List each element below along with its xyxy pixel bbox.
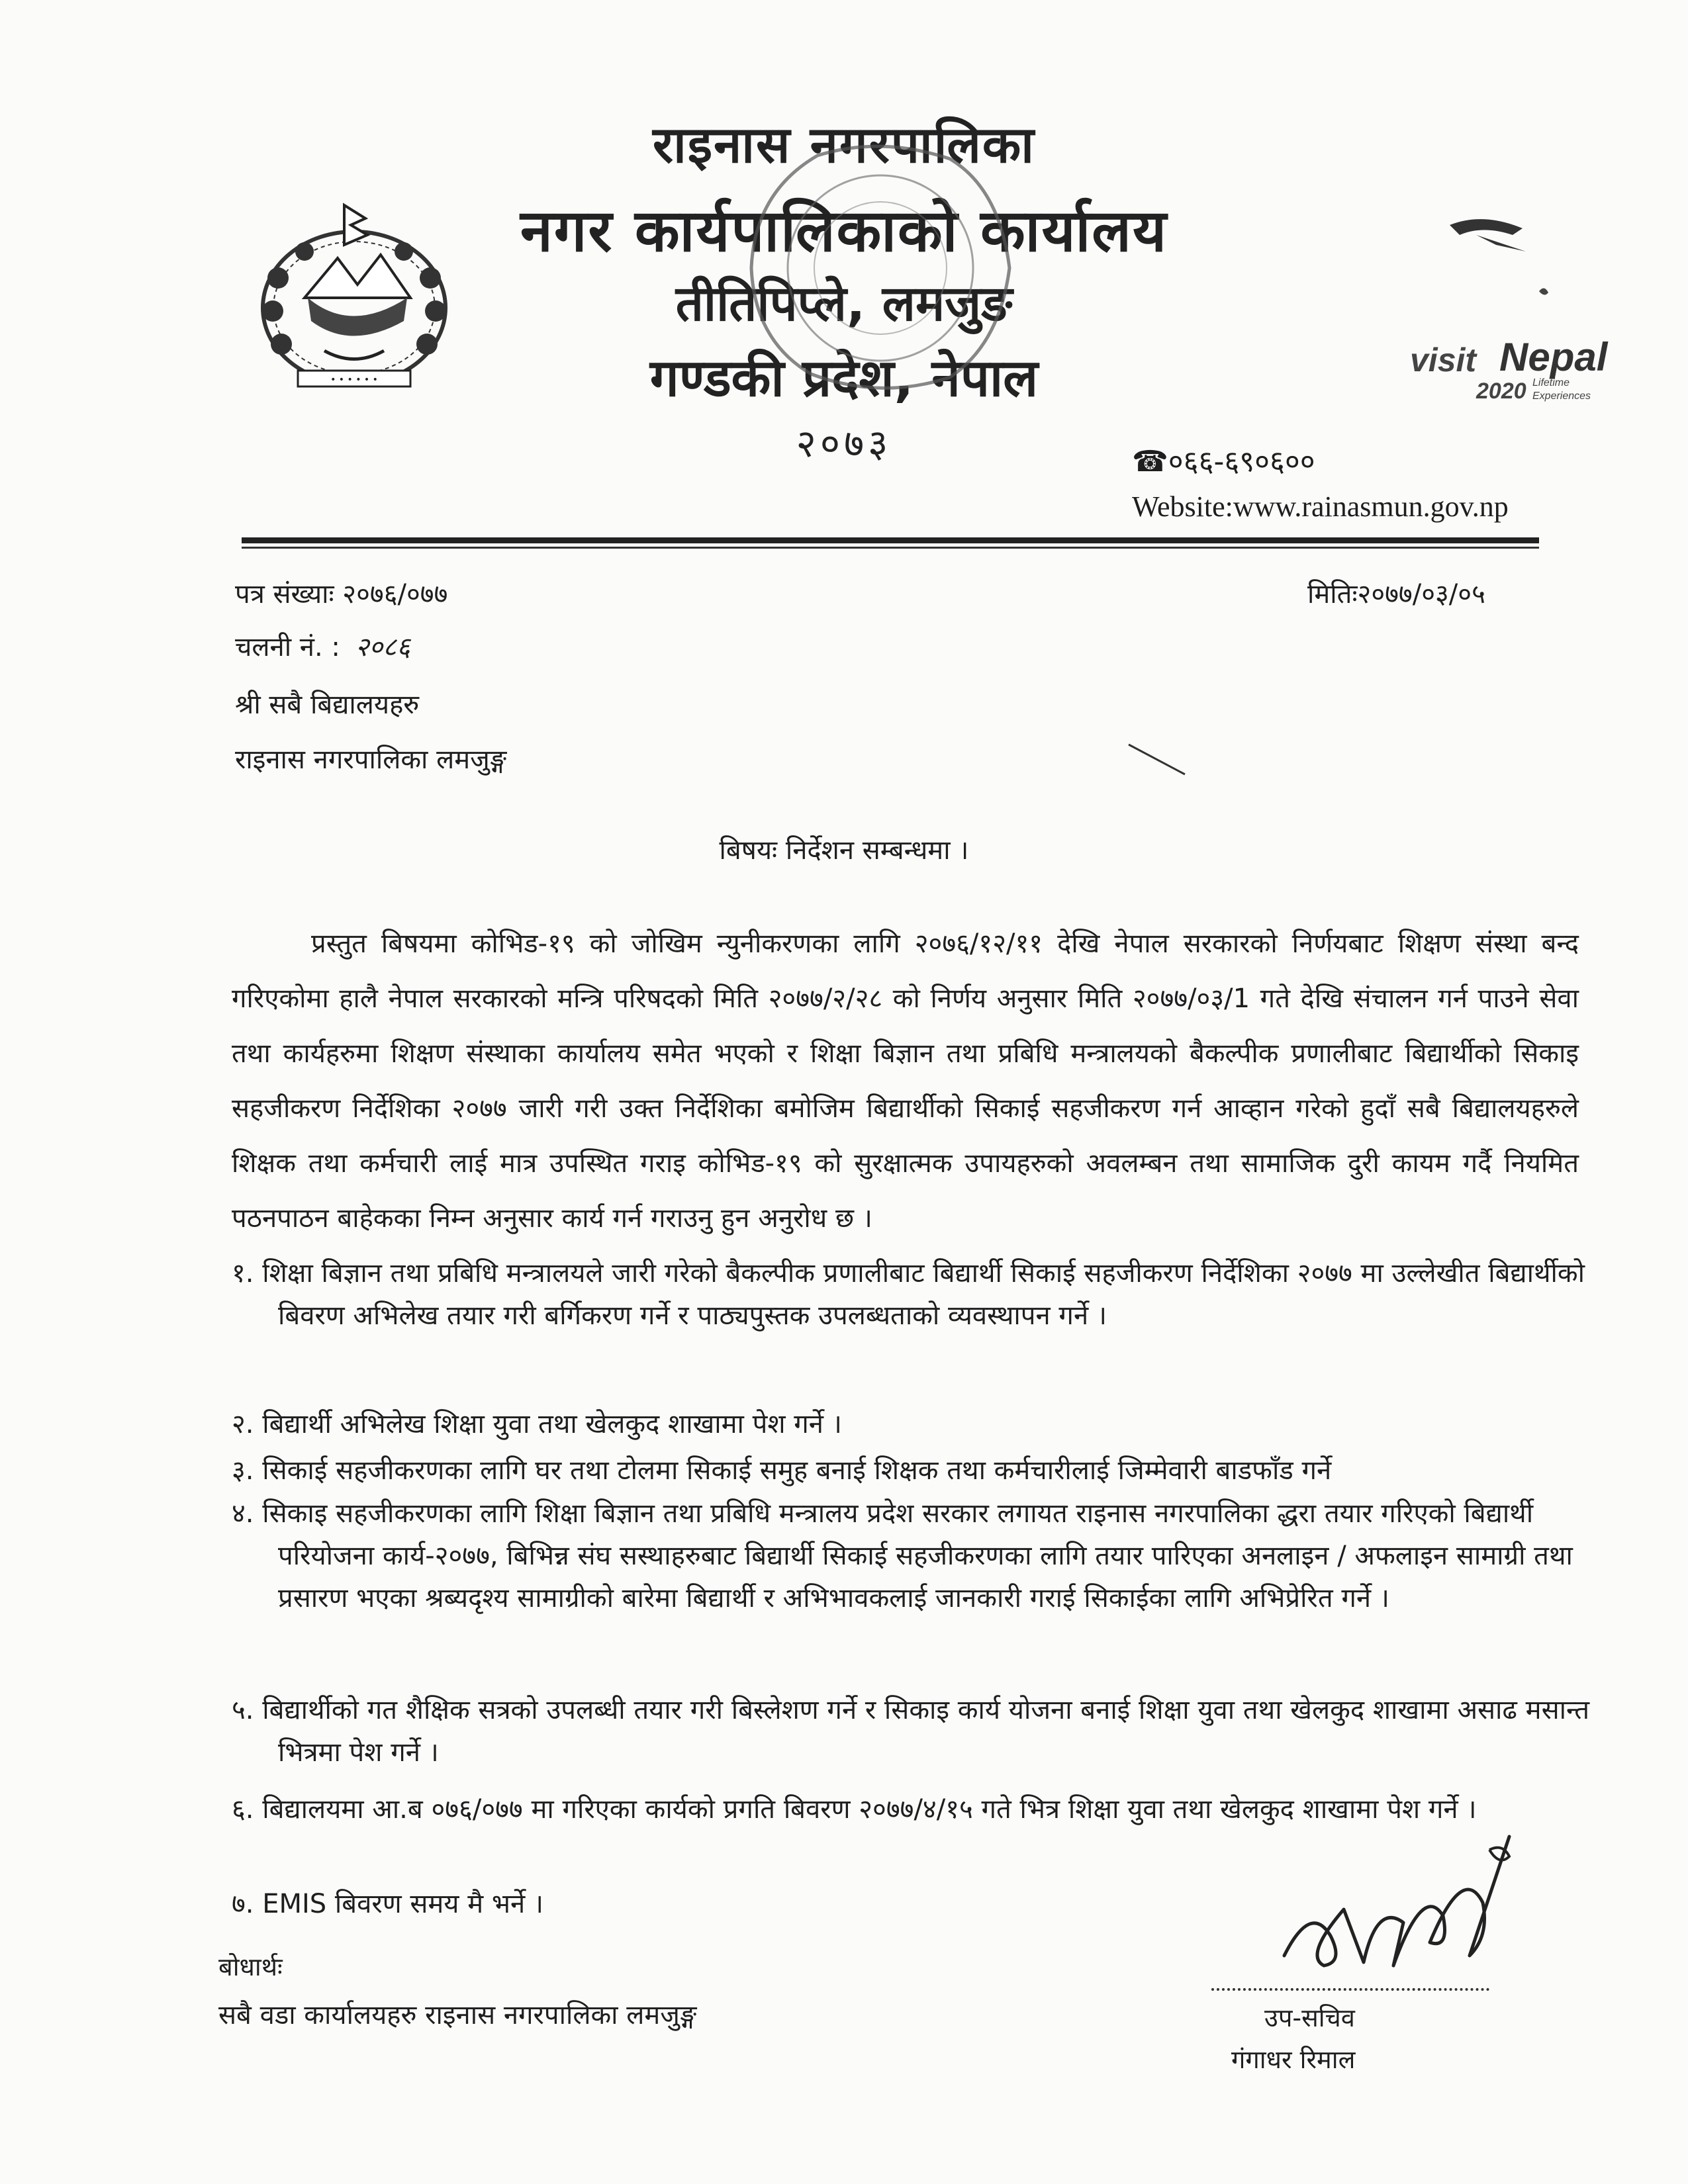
- instruction-item-7: ७. EMIS बिवरण समय मै भर्ने ।: [232, 1889, 544, 1919]
- pen-mark-icon: [1125, 741, 1192, 781]
- addressee-line-2: राइनास नगरपालिका लमजुङ्ग: [235, 745, 507, 775]
- province-country-line: गण्डकी प्रदेश, नेपाल: [649, 349, 1039, 408]
- dispatch-label: चलनी नं. :: [235, 632, 340, 662]
- signatory-name: गंगाधर रिमाल: [1231, 2045, 1356, 2074]
- year-text: 2020: [1476, 379, 1526, 404]
- signature-icon: [1271, 1823, 1549, 1982]
- website-url: Website:www.rainasmun.gov.np: [1132, 490, 1509, 523]
- nepal-text: Nepal: [1499, 335, 1608, 379]
- tagline-line-1: Lifetime: [1532, 377, 1570, 388]
- cc-recipients: सबै वडा कार्यालयहरु राइनास नगरपालिका लमजुङ्ग: [218, 2000, 697, 2030]
- visit-nepal-2020-logo: [1397, 199, 1609, 417]
- header-divider-thick: [242, 537, 1539, 543]
- letter-subject: बिषयः निर्देशन सम्बन्धमा ।: [719, 835, 969, 866]
- instruction-item-2: २. बिद्यार्थी अभिलेख शिक्षा युवा तथा खेलकुद शाखामा पेश गर्ने ।: [232, 1409, 842, 1439]
- letter-date: मितिः२०७७/०३/०५: [1307, 579, 1485, 610]
- established-year: २०७३: [796, 421, 892, 466]
- instruction-item-5: ५. बिद्यार्थीको गत शैक्षिक सत्रको उपलब्धी तयार गरी बिस्लेशण गर्ने र सिकाइ कार्य योजना बनाई शिक्षा युवा तथा खेलकुद शाखामा असाढ मसान्त भित्रमा पेश गर्ने ।: [232, 1695, 1590, 1768]
- office-name-line-1: राइनास नगरपालिका: [653, 115, 1035, 174]
- office-address-line: तीतिपिप्ले, लमजुङ: [675, 275, 1013, 332]
- signatory-title: उप-सचिव: [1264, 2003, 1355, 2032]
- svg-text:• • • • • •: • • • • • •: [330, 375, 378, 385]
- dispatch-value: २०८६: [355, 632, 410, 662]
- instruction-item-1: १. शिक्षा बिज्ञान तथा प्रबिधि मन्त्रालयले जारी गरेको बैकल्पीक प्रणालीबाट बिद्यार्थी सिकाई सहजीकरण निर्देशिका २०७७ मा उल्लेखीत बिद्यार्थीको बिवरण अभिलेख तयार गरी बर्गिकरण गर्ने र पाठ्यपुस्तक उपलब्धताको व्यवस्थापन गर्ने ।: [232, 1258, 1585, 1331]
- visit-text: visit: [1410, 341, 1477, 379]
- signature-line: [1211, 1988, 1489, 1991]
- dispatch-number: [235, 627, 410, 664]
- office-stamp-icon: [738, 136, 1023, 400]
- tagline-line-2: Experiences: [1532, 390, 1591, 402]
- cc-label: बोधार्थः: [218, 1952, 283, 1981]
- instruction-item-6: ६. बिद्यालयमा आ.ब ०७६/०७७ मा गरिएका कार्यको प्रगति बिवरण २०७७/४/१५ गते भित्र शिक्षा युवा तथा खेलकुद शाखामा पेश गर्ने ।: [232, 1794, 1477, 1825]
- instruction-item-3: ३. सिकाई सहजीकरणका लागि घर तथा टोलमा सिकाई समुह बनाई शिक्षक तथा कर्मचारीलाई जिम्मेवारी बाडफाँड गर्ने: [232, 1455, 1332, 1486]
- header-divider-thin: [242, 547, 1539, 549]
- letter-body: प्रस्तुत बिषयमा कोभिड-१९ को जोखिम न्युनीकरणका लागि २०७६/१२/११ देखि नेपाल सरकारको निर्णयबाट शिक्षण संस्था बन्द गरिएकोमा हालै नेपाल सरकारको मन्त्रि परिषदको मिति २०७७/२/२८ को निर्णय अनुसार मिति २०७७/०३/1 गते देखि संचालन गर्न पाउने सेवा तथा कार्यहरुमा शिक्षण संस्थाका कार्यालय समेत भएको र शिक्षा बिज्ञान तथा प्रबिधि मन्त्रालयको बैकल्पीक प्रणालीबाट बिद्यार्थीको सिकाइ सहजीकरण निर्देशिका २०७७ जारी गरी उक्त निर्देशिका बमोजिम बिद्यार्थीको सिकाई सहजीकरण गर्न आव्हान गरेको हुदाँ सबै बिद्यालयहरुले शिक्षक तथा कर्मचारी लाई मात्र उपस्थित गराइ कोभिड-१९ को सुरक्षात्मक उपायहरुको अवलम्बन तथा सामाजिक दुरी कायम गर्दै नियमित पठनपाठन बाहेकका निम्न अनुसार कार्य गर्न गराउनु हुन अनुरोध छ ।: [232, 929, 1579, 1234]
- office-name-line-2: नगर कार्यपालिकाको कार्यालय: [520, 197, 1168, 265]
- phone-number: ☎०६६-६९०६००: [1132, 445, 1315, 478]
- letter-reference-number: पत्र संख्याः २०७६/०७७: [235, 579, 448, 610]
- nepal-emblem-icon: [252, 199, 457, 397]
- addressee-line-1: श्री सबै बिद्यालयहरु: [235, 690, 420, 720]
- instruction-item-4: ४. सिकाइ सहजीकरणका लागि शिक्षा बिज्ञान तथा प्रबिधि मन्त्रालय प्रदेश सरकार लगायत राइनास नगरपालिका द्धरा तयार गरिएको बिद्यार्थी परियोजना कार्य-२०७७, बिभिन्न संघ सस्थाहरुबाट बिद्यार्थी सिकाई सहजीकरणका लागि तयार पारिएका अनलाइन / अफलाइन सामाग्री तथा प्रसारण भएका श्रब्यदृश्य सामाग्रीको बारेमा बिद्यार्थी र अभिभावकलाई जानकारी गराई सिकाईका लागि अभिप्रेरित गर्ने ।: [232, 1498, 1573, 1614]
